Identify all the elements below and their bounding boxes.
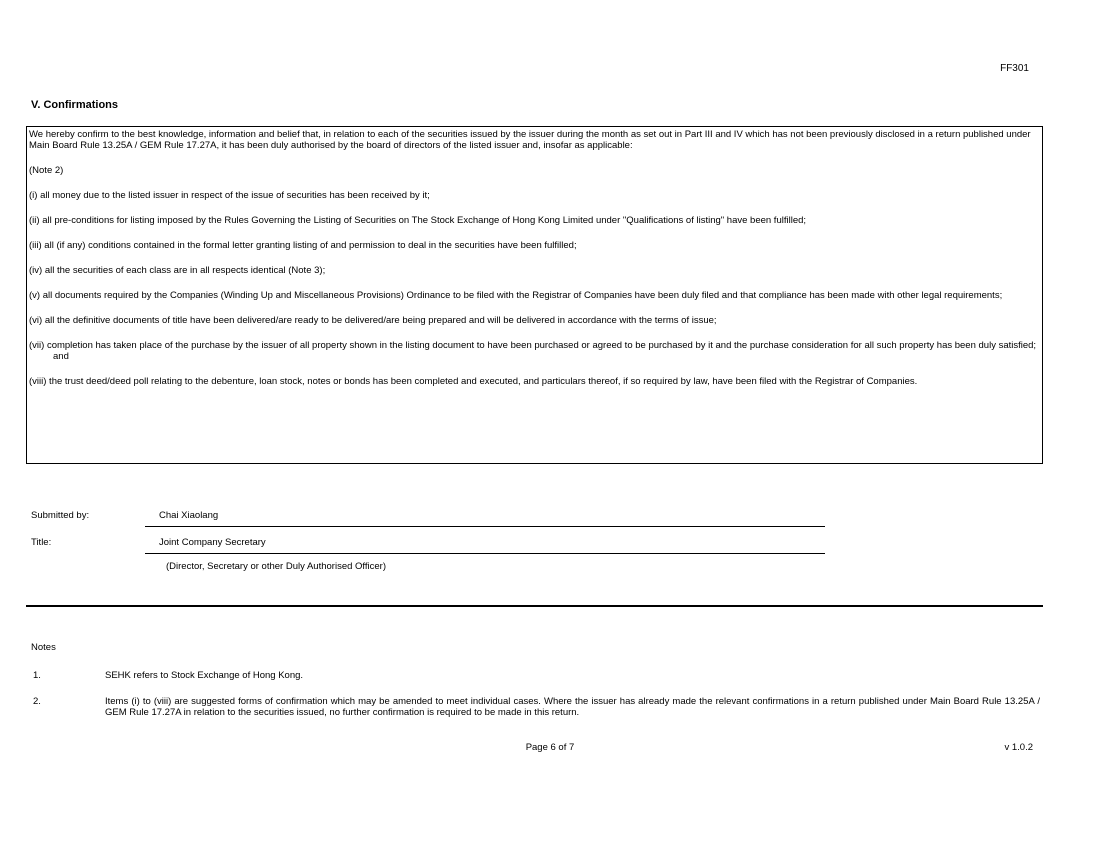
confirmation-item: (iii) all (if any) conditions contained in the formal letter granting listing of and permission to deal in the securities have been fulfilled;: [29, 240, 577, 251]
page-number: Page 6 of 7: [525, 742, 575, 753]
confirmation-item: (iv) all the securities of each class are in all respects identical (Note 3);: [29, 265, 326, 276]
confirmation-item: (ii) all pre-conditions for listing imposed by the Rules Governing the Listing of Securities on The Stock Exchange of Hong Kong Limited under "Qualifications of listing" have been fulfilled;: [29, 215, 807, 226]
note-text: Items (i) to (viii) are suggested forms of confirmation which may be amended to meet individual cases. Where the issuer has already made the relevant confirmations in a return published under Main Board Rule 13.25A / GEM Rule 17.27A in relation to the securities issued, no further confirmation is required to be made in this return.: [105, 696, 1040, 718]
submitted-by-underline: [145, 526, 825, 527]
title-label: Title:: [31, 537, 52, 548]
confirmation-intro: We hereby confirm to the best knowledge, information and belief that, in relation to each of the securities issued by the issuer during the month as set out in Part III and IV which has not been previously disclosed in a return published under Main Board Rule 13.25A / GEM Rule 17.27A, it has been duly authorised by the board of directors of the listed issuer and, insofar as applicable:: [29, 129, 1031, 151]
note-reference: (Note 2): [29, 165, 64, 176]
note-number: 1.: [33, 670, 41, 681]
submitted-by-label: Submitted by:: [31, 510, 90, 521]
confirmation-item: (viii) the trust deed/deed poll relating to the debenture, loan stock, notes or bonds has been completed and executed, and particulars thereof, if so required by law, have been filed with the Registrar of Companies.: [29, 376, 918, 387]
confirmation-item: (i) all money due to the listed issuer in respect of the issue of securities has been received by it;: [29, 190, 430, 201]
confirmation-item: (vi) all the definitive documents of title have been delivered/are ready to be delivered/are being prepared and will be delivered in accordance with the terms of issue;: [29, 315, 717, 326]
role-caption: (Director, Secretary or other Duly Authorised Officer): [166, 561, 386, 572]
note-text: SEHK refers to Stock Exchange of Hong Kong.: [105, 670, 304, 681]
version-label: v 1.0.2: [1004, 742, 1033, 753]
title-underline: [145, 553, 825, 554]
notes-heading: Notes: [31, 642, 56, 653]
confirmation-item: (vii) completion has taken place of the purchase by the issuer of all property shown in the listing document to have been purchased or agreed to be purchased by it and the purchase consideration for all such property has been duly satisfied; and: [29, 340, 1037, 362]
title-value: Joint Company Secretary: [159, 537, 266, 548]
confirmation-item: (v) all documents required by the Companies (Winding Up and Miscellaneous Provisions) Ordinance to be filed with the Registrar of Companies have been duly filed and that compliance has been made with other legal requirements;: [29, 290, 1003, 301]
confirmations-box: [26, 126, 1043, 464]
section-title: V. Confirmations: [31, 99, 118, 111]
section-divider: [26, 605, 1043, 607]
note-number: 2.: [33, 696, 41, 707]
submitted-by-value: Chai Xiaolang: [159, 510, 219, 521]
form-code: FF301: [1000, 63, 1029, 74]
